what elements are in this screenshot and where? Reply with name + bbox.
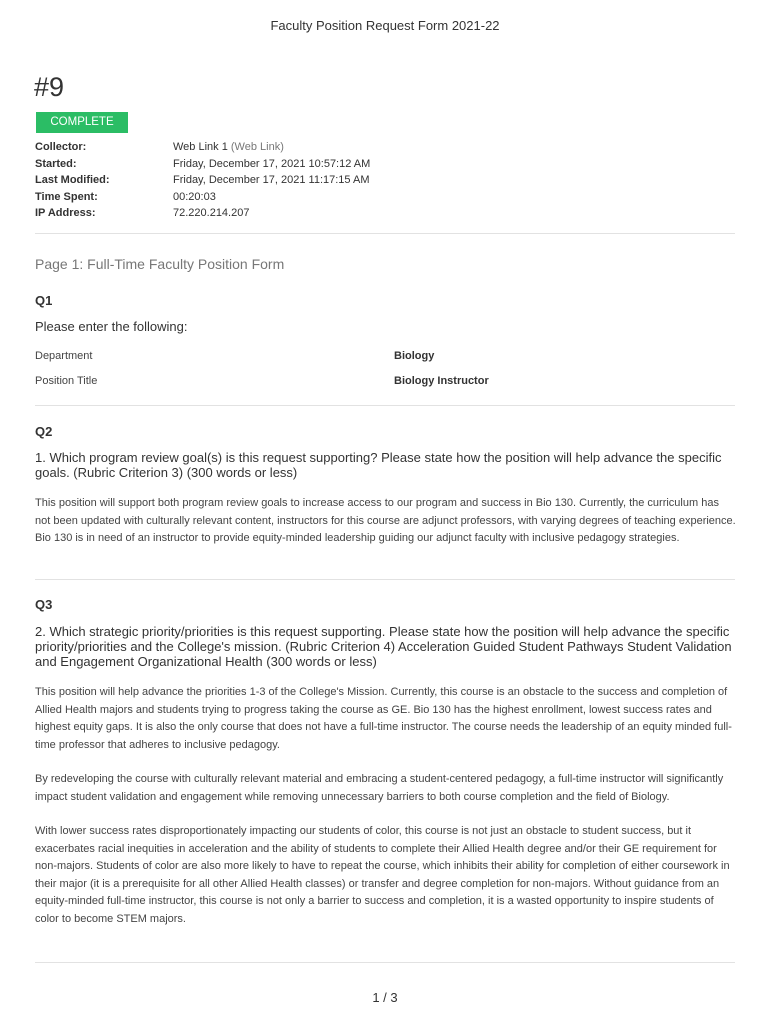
answer-row-value-department: Biology: [394, 350, 435, 362]
question-label-q2: Q2: [35, 424, 53, 439]
section-divider: [35, 233, 735, 234]
answer-paragraph: With lower success rates disproportionately impacting our students of color, this course is not just an obstacle to student success, but it exacerbates racial inequities in acceleration and the ability of students to complete their Allied Health degree and/or their GE requirement for non-majors. Students of color are also more likely to have to repeat the course, which inhibits their ability for completion of either coursework in their major (it is a prerequisite for all other Allied Health classes) or transfer and degree completion for non-majors. Without guidance from an equity-minded full-time instructor, this course is not only a barrier to success and completion, it is a wasted opportunity to inspire students of color to become STEM majors.: [35, 825, 730, 925]
answer-row-value-position-title: Biology Instructor: [394, 375, 489, 387]
response-metadata: [35, 139, 370, 222]
meta-row-started: [35, 156, 370, 173]
meta-row-last-modified: [35, 172, 370, 189]
meta-label: Time Spent:: [35, 190, 98, 203]
answer-paragraph: By redeveloping the course with culturally relevant material and embracing a student-centered pedagogy, a full-time instructor will significantly impact student validation and engagement while removing unnecessary barriers to both course completion and the field of Biology.: [35, 773, 724, 803]
status-badge: COMPLETE: [36, 112, 128, 133]
meta-value: 00:20:03: [173, 190, 216, 203]
section-divider: [35, 405, 735, 406]
question-label-q3: Q3: [35, 597, 53, 612]
collector-name: Web Link 1: [173, 141, 228, 153]
collector-type: (Web Link): [227, 141, 284, 153]
meta-label: Collector:: [35, 141, 87, 153]
meta-row-collector: [35, 139, 370, 156]
page-indicator: 1 / 3: [372, 990, 398, 1005]
meta-label: Started:: [35, 157, 77, 170]
answer-paragraph: This position will help advance the priorities 1-3 of the College's Mission. Currently, this course is an obstacle to the success and completion of Allied Health majors and students trying to progress taking the course as GE. Bio 130 has the highest enrollment, lowest success rates and highest equity gaps. It is also the only course that does not have a full-time instructor. The course needs the leadership of an equity minded full-time professor that adheres to inclusive pedagogy.: [35, 686, 732, 751]
meta-value: Friday, December 17, 2021 10:57:12 AM: [173, 157, 371, 170]
section-divider: [35, 962, 735, 963]
section-divider: [35, 579, 735, 580]
meta-value: Friday, December 17, 2021 11:17:15 AM: [173, 174, 370, 187]
question-text-q1: Please enter the following:: [35, 319, 188, 334]
response-number: #9: [34, 72, 65, 102]
meta-value: [173, 139, 284, 156]
answer-text-q2: This position will support both program review goals to increase access to our program and success in Bio 130. Currently, the curriculum has not been updated with culturally relevant content, instructors for this course are adjunct professors, with varying degrees of teaching experience. Bio 130 is in need of an instructor to provide equity-minded leadership guiding our adjunct faculty with inclusive pedagogy strategies.: [35, 497, 736, 544]
meta-label: Last Modified:: [35, 174, 110, 187]
meta-label: IP Address:: [35, 207, 96, 220]
answer-text-q3: [35, 684, 737, 928]
document-header-title: Faculty Position Request Form 2021-22: [270, 18, 500, 33]
page-title: Page 1: Full-Time Faculty Position Form: [35, 256, 285, 272]
question-label-q1: Q1: [35, 293, 53, 308]
question-text-q2: 1. Which program review goal(s) is this request supporting? Please state how the position will help advance the specific goals. (Rubric Criterion 3) (300 words or less): [35, 450, 722, 480]
meta-row-ip-address: [35, 205, 370, 222]
meta-row-time-spent: [35, 189, 370, 206]
answer-row-label-position-title: Position Title: [35, 375, 98, 387]
question-text-q3: 2. Which strategic priority/priorities is this request supporting. Please state how the position will help advance the specific priority/priorities and the College's mission. (Rubric Criterion 4) Acceleration Guided Student Pathways Student Validation and Engagement Organizational Health (300 words or less): [35, 624, 732, 669]
answer-row-label-department: Department: [35, 350, 93, 362]
meta-value: 72.220.214.207: [173, 207, 250, 220]
